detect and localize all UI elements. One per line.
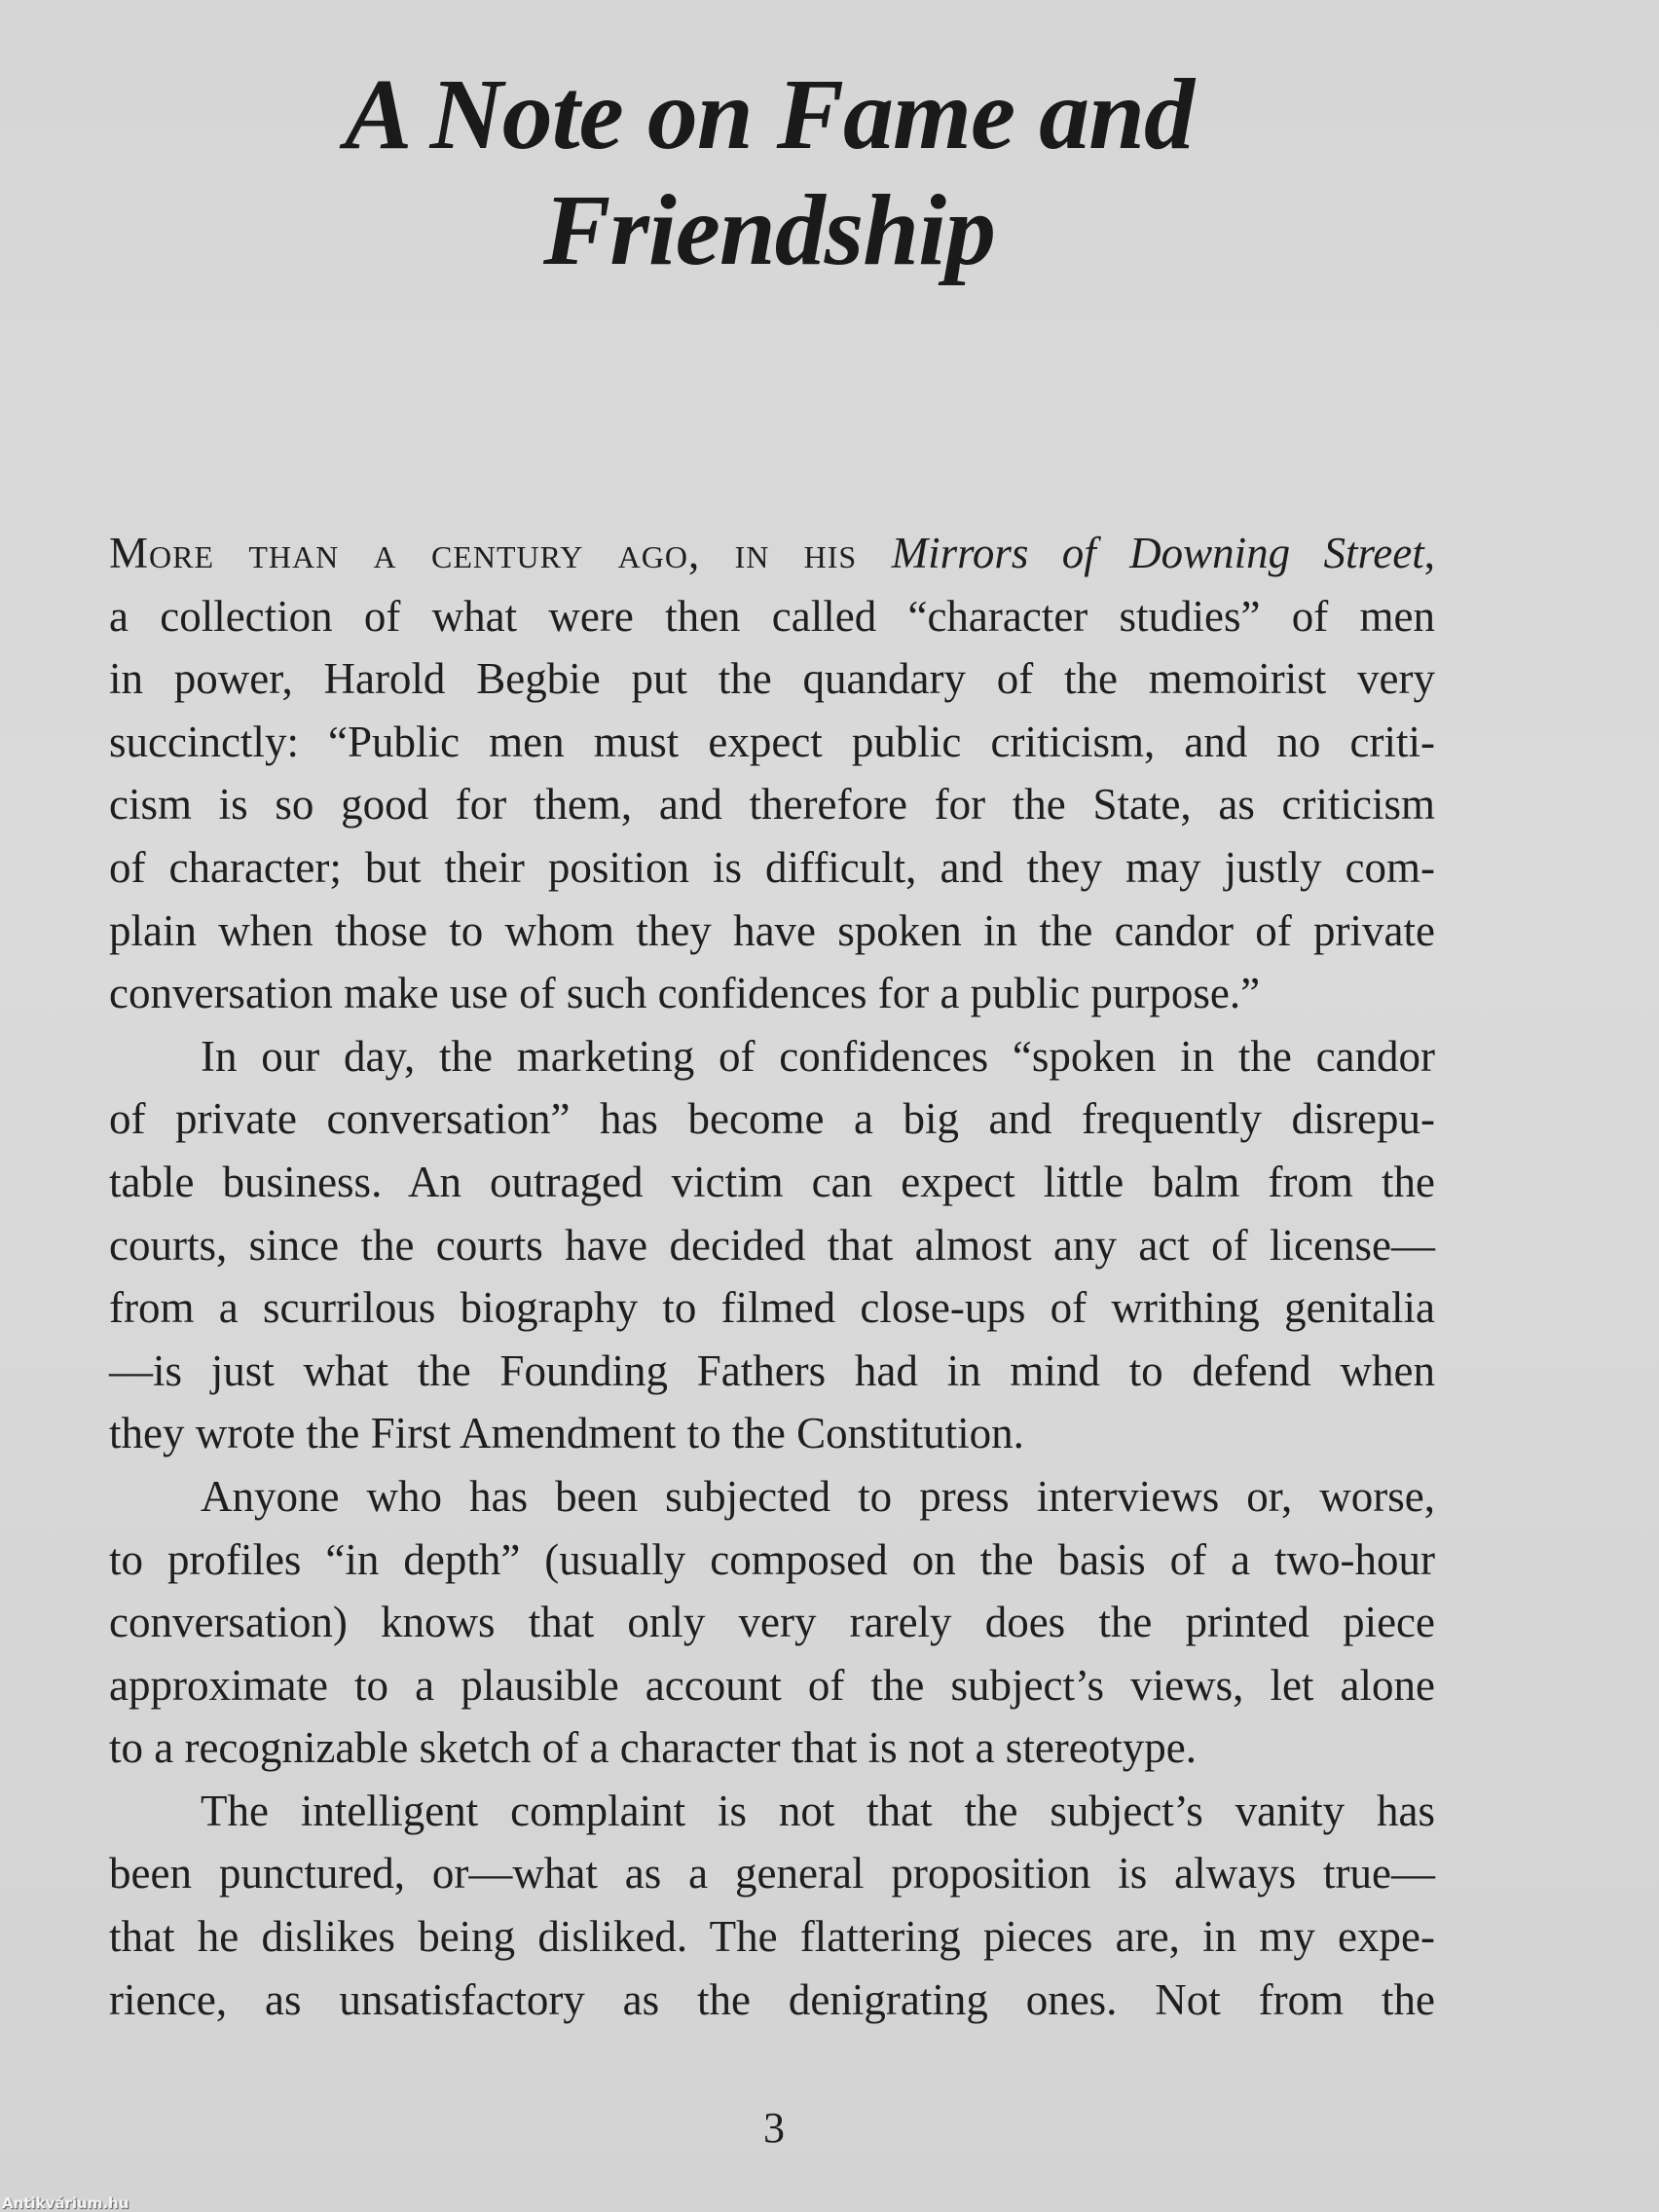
text-line: from a scurrilous biography to filmed close-ups of writhing genitalia (109, 1283, 1435, 1333)
punctuation: , (1423, 529, 1435, 577)
opening-small-caps: More than a century ago, in his (109, 529, 892, 577)
text-line: succinctly: “Public men must expect public criticism, and no criti- (109, 717, 1435, 766)
text-line: conversation) knows that only very rarely does the printed piece (109, 1598, 1435, 1647)
text-line: In our day, the marketing of confidences “spoken in the candor (201, 1031, 1435, 1081)
text-line: in power, Harold Begbie put the quandary of the memoirist very (109, 654, 1435, 704)
page-title: A Note on Fame and Friendship (345, 58, 1194, 286)
text-line: plain when those to whom they have spoken in the candor of private (109, 905, 1435, 955)
text-line: table business. An outraged victim can expect little balm from the (109, 1157, 1435, 1206)
text-line: —is just what the Founding Fathers had in mind to defend when (109, 1346, 1435, 1395)
text-line: The intelligent complaint is not that the subject’s vanity has (201, 1786, 1435, 1835)
watermark: Antikvárium.hu (2, 2194, 129, 2212)
text-line: conversation make use of such confidences for a public purpose.” (109, 969, 1261, 1018)
paragraphs (109, 585, 1435, 2032)
text-line: to a recognizable sketch of a character that is not a stereotype. (109, 1723, 1197, 1773)
text-line: they wrote the First Amendment to the Constitution. (109, 1409, 1024, 1458)
text-line: to profiles “in depth” (usually composed on the basis of a two-hour (109, 1534, 1435, 1584)
text-line: that he dislikes being disliked. The flattering pieces are, in my expe- (109, 1912, 1435, 1962)
text-line: Anyone who has been subjected to press interviews or, worse, (201, 1471, 1435, 1521)
text-line (109, 522, 1435, 585)
body-text (109, 522, 1435, 2031)
text-line: courts, since the courts have decided that almost any act of license— (109, 1220, 1435, 1270)
text-line: a collection of what were then called “character studies” of men (109, 591, 1435, 641)
page-number: 3 (763, 2104, 785, 2152)
text-line: of private conversation” has become a big and frequently disrepu- (109, 1094, 1435, 1144)
text-line: of character; but their position is difficult, and they may justly com- (109, 842, 1435, 892)
text-line: cism is so good for them, and therefore for the State, as criticism (109, 780, 1435, 830)
text-line: been punctured, or—what as a general proposition is always true— (109, 1849, 1435, 1899)
book-title-italic: Mirrors of Downing Street (891, 529, 1424, 577)
text-line: rience, as unsatisfactory as the denigrating ones. Not from the (109, 1974, 1435, 2024)
text-line: approximate to a plausible account of the subject’s views, let alone (109, 1660, 1435, 1710)
